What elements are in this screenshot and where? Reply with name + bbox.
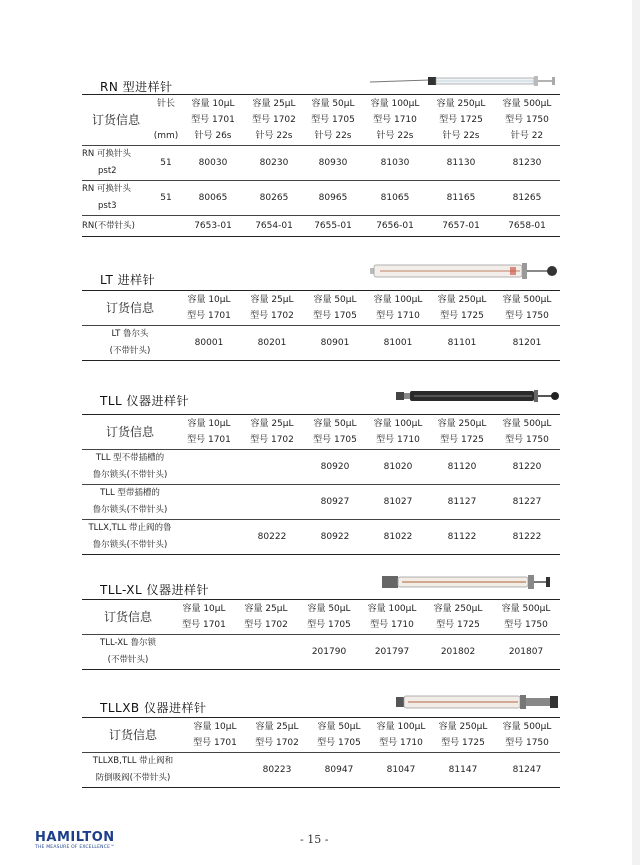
section-title: TLLXB 仪器进样针 — [100, 701, 207, 715]
part-number: 81247 — [494, 753, 560, 788]
part-number: 81220 — [494, 450, 560, 485]
table-header-row — [82, 415, 560, 450]
col-header: 容量 500μL 型号 1750 针号 22 — [494, 95, 560, 146]
order-info-header: 订货信息 — [82, 415, 178, 450]
order-info-header: 订货信息 — [82, 600, 174, 635]
part-number: 81227 — [494, 485, 560, 520]
col-header: 容量 10μL 型号 1701 — [178, 415, 240, 450]
page-number: - 15 - — [300, 833, 329, 846]
needle-length-cell: 51 — [150, 146, 182, 181]
part-number: 81201 — [494, 326, 560, 361]
lt-syringe-image — [370, 262, 560, 280]
hamilton-logo: HAMILTON — [35, 830, 115, 845]
part-number — [178, 520, 240, 555]
section-title: LT 进样针 — [100, 273, 156, 287]
part-number: 81122 — [430, 520, 494, 555]
part-number: 201807 — [492, 635, 560, 670]
col-header: 容量 10μL 型号 1701 针号 26s — [182, 95, 244, 146]
part-number: 81130 — [428, 146, 494, 181]
col-header: 容量 250μL 型号 1725 — [430, 291, 494, 326]
row-label: TLL-XL 鲁尔锁 (不带针头) — [82, 635, 174, 670]
col-header: 容量 25μL 型号 1702 — [240, 291, 304, 326]
part-number: 80222 — [240, 520, 304, 555]
col-header: 容量 100μL 型号 1710 针号 22s — [362, 95, 428, 146]
row-label: TLL 型带插槽的 鲁尔锁头(不带针头) — [82, 485, 178, 520]
col-header: 容量 500μL 型号 1750 — [494, 291, 560, 326]
part-number: 201802 — [424, 635, 492, 670]
part-number: 80201 — [240, 326, 304, 361]
table-row — [82, 520, 560, 555]
col-header: 容量 50μL 型号 1705 — [308, 718, 370, 753]
section-tll — [82, 388, 560, 553]
part-number: 80927 — [304, 485, 366, 520]
col-header: 容量 25μL 型号 1702 — [234, 600, 298, 635]
part-number: 81222 — [494, 520, 560, 555]
col-header: 容量 250μL 型号 1725 — [432, 718, 494, 753]
col-header: 容量 500μL 型号 1750 — [494, 718, 560, 753]
col-header: 容量 100μL 型号 1710 — [370, 718, 432, 753]
col-header: 容量 25μL 型号 1702 — [246, 718, 308, 753]
tll-order-table — [82, 414, 560, 555]
part-number: 80947 — [308, 753, 370, 788]
row-label: RN(不带针头) — [82, 216, 150, 237]
order-info-header: 订货信息 — [82, 291, 178, 326]
part-number: 81165 — [428, 181, 494, 216]
tll-xl-order-table — [82, 599, 560, 670]
tllxb-syringe-image — [396, 693, 561, 711]
col-header: 容量 50μL 型号 1705 — [304, 415, 366, 450]
part-number: 81027 — [366, 485, 430, 520]
row-label: TLLXB,TLL 带止阀和 防倒吸阀(不带针头) — [82, 753, 184, 788]
part-number: 80001 — [178, 326, 240, 361]
part-number: 81022 — [366, 520, 430, 555]
table-header-row — [82, 95, 560, 146]
section-tll-xl — [82, 575, 560, 670]
part-number: 81147 — [432, 753, 494, 788]
section-title: RN 型进样针 — [100, 80, 173, 94]
part-number: 81001 — [366, 326, 430, 361]
part-number — [178, 450, 240, 485]
table-row — [82, 635, 560, 670]
page-edge — [632, 0, 640, 865]
col-header: 容量 25μL 型号 1702 针号 22s — [244, 95, 304, 146]
part-number — [240, 450, 304, 485]
part-number: 81265 — [494, 181, 560, 216]
row-label: LT 鲁尔头 (不带针头) — [82, 326, 178, 361]
table-row — [82, 753, 560, 788]
part-number: 80230 — [244, 146, 304, 181]
part-number: 81065 — [362, 181, 428, 216]
section-tllxb — [82, 693, 560, 793]
section-title: TLL-XL 仪器进样针 — [100, 583, 209, 597]
col-header: 容量 250μL 型号 1725 — [424, 600, 492, 635]
col-header: 容量 50μL 型号 1705 — [304, 291, 366, 326]
lt-order-table — [82, 290, 560, 361]
part-number: 81047 — [370, 753, 432, 788]
part-number: 7653-01 — [182, 216, 244, 237]
table-row — [82, 450, 560, 485]
table-row — [82, 485, 560, 520]
section-rn — [82, 76, 560, 236]
rn-syringe-image — [370, 74, 560, 88]
part-number: 201797 — [360, 635, 424, 670]
part-number: 7657-01 — [428, 216, 494, 237]
part-number: 80065 — [182, 181, 244, 216]
part-number: 80901 — [304, 326, 366, 361]
table-row — [82, 326, 560, 361]
tllxb-order-table — [82, 717, 560, 788]
part-number: 80922 — [304, 520, 366, 555]
part-number: 7658-01 — [494, 216, 560, 237]
tll-xl-syringe-image — [382, 573, 552, 591]
part-number: 81120 — [430, 450, 494, 485]
table-row — [82, 146, 560, 181]
part-number: 80920 — [304, 450, 366, 485]
needle-length-cell — [150, 216, 182, 237]
table-row — [82, 181, 560, 216]
rn-order-table — [82, 94, 560, 237]
part-number: 201790 — [298, 635, 360, 670]
needle-length-cell: 51 — [150, 181, 182, 216]
col-header: 容量 500μL 型号 1750 — [492, 600, 560, 635]
row-label: RN 可换针头 pst2 — [82, 146, 150, 181]
order-info-header: 订货信息 — [82, 95, 150, 146]
part-number: 80030 — [182, 146, 244, 181]
part-number — [234, 635, 298, 670]
col-header: 容量 100μL 型号 1710 — [366, 291, 430, 326]
col-header: 容量 500μL 型号 1750 — [494, 415, 560, 450]
section-lt — [82, 266, 560, 361]
part-number: 80930 — [304, 146, 362, 181]
col-header: 容量 10μL 型号 1701 — [178, 291, 240, 326]
part-number: 81030 — [362, 146, 428, 181]
table-row — [82, 216, 560, 237]
row-label: TLL 型不带插槽的 鲁尔锁头(不带针头) — [82, 450, 178, 485]
col-header: 容量 50μL 型号 1705 — [298, 600, 360, 635]
row-label: TLLX,TLL 带止阀的鲁 鲁尔锁头(不带针头) — [82, 520, 178, 555]
part-number: 81127 — [430, 485, 494, 520]
row-label: RN 可换针头 pst3 — [82, 181, 150, 216]
col-header: 容量 50μL 型号 1705 针号 22s — [304, 95, 362, 146]
logo-tagline: THE MEASURE OF EXCELLENCE™ — [35, 845, 115, 850]
part-number: 80965 — [304, 181, 362, 216]
part-number — [178, 485, 240, 520]
part-number — [240, 485, 304, 520]
part-number: 81230 — [494, 146, 560, 181]
section-title: TLL 仪器进样针 — [100, 394, 190, 408]
col-header: 容量 250μL 型号 1725 — [430, 415, 494, 450]
part-number: 80265 — [244, 181, 304, 216]
part-number: 7654-01 — [244, 216, 304, 237]
part-number: 7655-01 — [304, 216, 362, 237]
part-number — [184, 753, 246, 788]
part-number — [174, 635, 234, 670]
part-number: 81020 — [366, 450, 430, 485]
col-header: 容量 100μL 型号 1710 — [366, 415, 430, 450]
col-header: 容量 250μL 型号 1725 针号 22s — [428, 95, 494, 146]
tll-syringe-image — [396, 388, 561, 404]
col-header: 容量 10μL 型号 1701 — [174, 600, 234, 635]
part-number: 81101 — [430, 326, 494, 361]
table-header-row — [82, 600, 560, 635]
part-number: 80223 — [246, 753, 308, 788]
col-header: 容量 100μL 型号 1710 — [360, 600, 424, 635]
part-number: 7656-01 — [362, 216, 428, 237]
table-header-row — [82, 718, 560, 753]
order-info-header: 订货信息 — [82, 718, 184, 753]
col-header: 容量 10μL 型号 1701 — [184, 718, 246, 753]
col-header: 容量 25μL 型号 1702 — [240, 415, 304, 450]
needle-length-header: 针长 (mm) — [150, 95, 182, 146]
table-header-row — [82, 291, 560, 326]
